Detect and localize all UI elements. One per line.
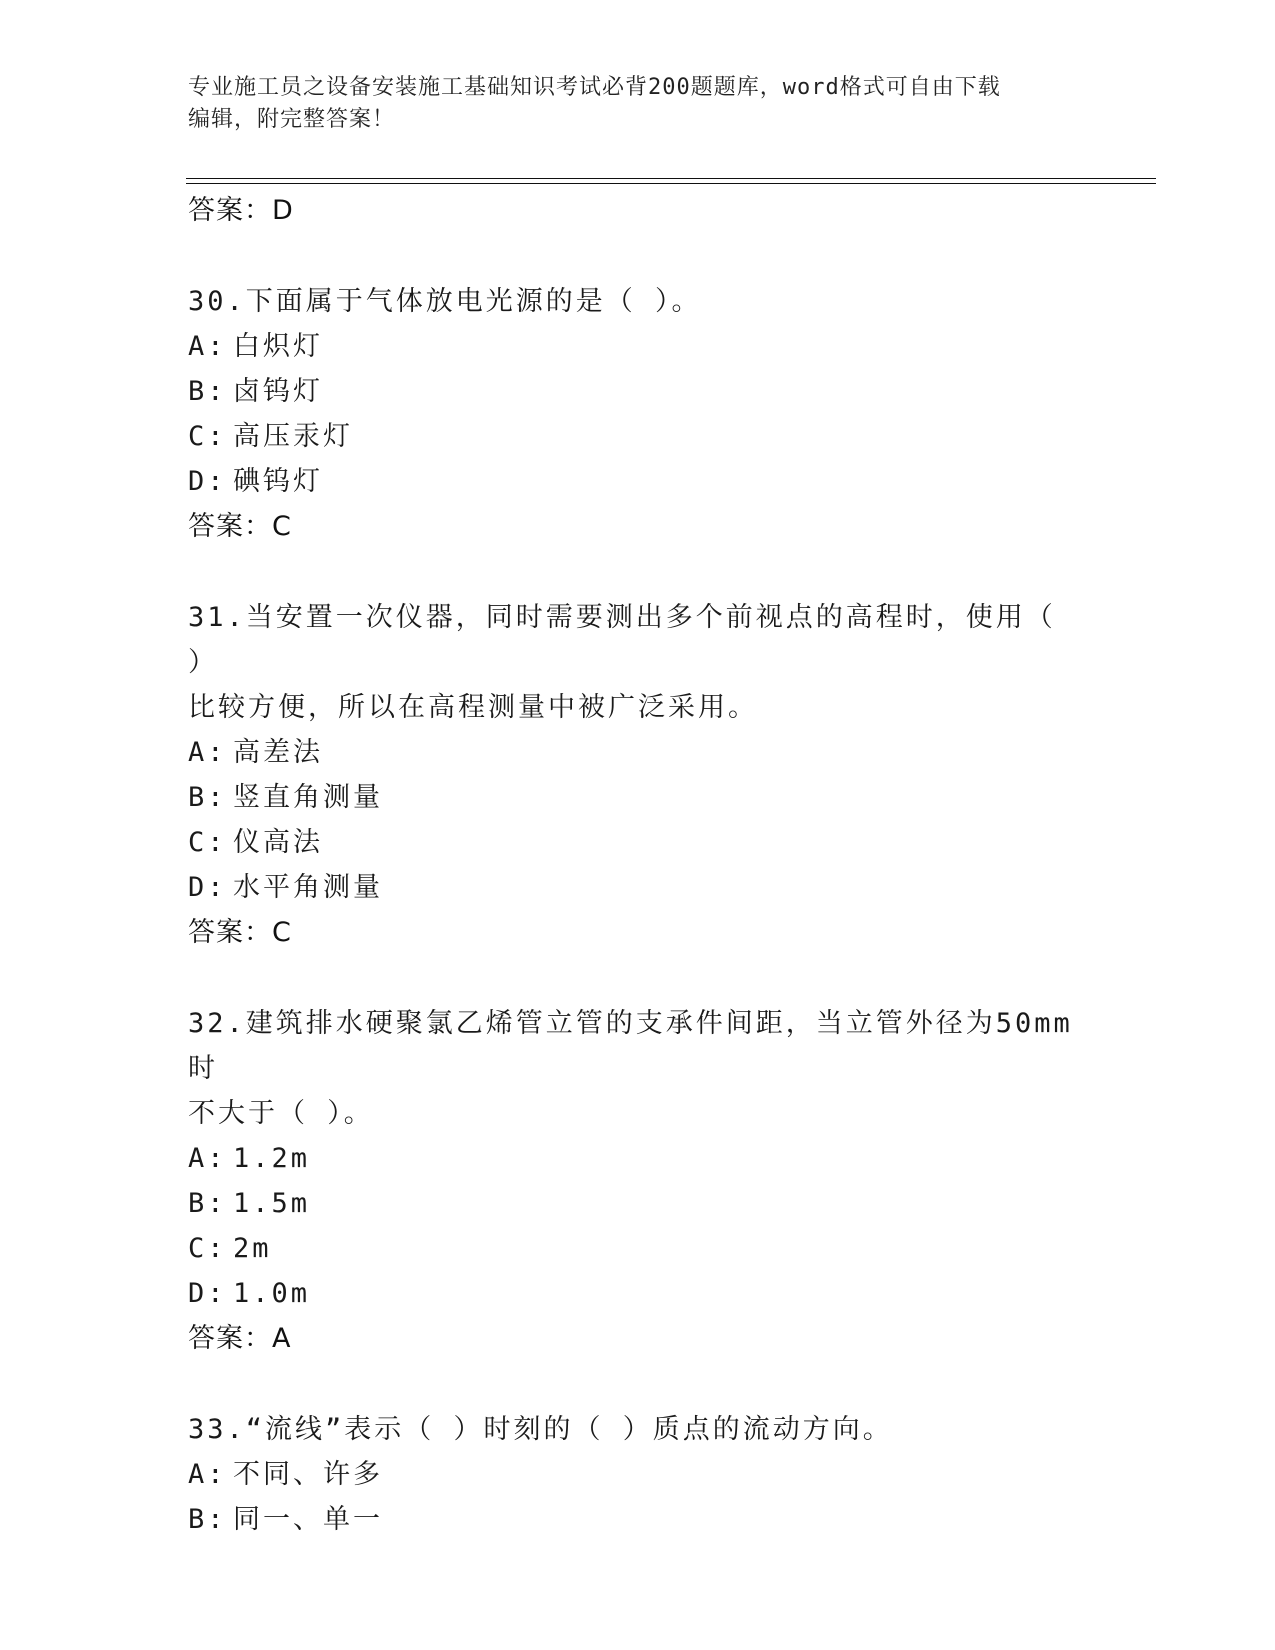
header-line-2: 编辑，附完整答案！ (188, 107, 396, 132)
answer-line: 答案：C (188, 917, 292, 948)
option-b: B: 1.5m (188, 1188, 311, 1219)
question-block (188, 1407, 1088, 1542)
question-block (188, 595, 1088, 955)
option-b: B: 竖直角测量 (188, 782, 383, 813)
question-text: 32.建筑排水硬聚氯乙烯管立管的支承件间距，当立管外径为50mm时 (188, 1008, 1073, 1084)
question-text: 31.当安置一次仪器，同时需要测出多个前视点的高程时，使用（ ） (188, 602, 1056, 678)
answer-line: 答案：D (188, 195, 294, 226)
question-text: 30.下面属于气体放电光源的是（ ）。 (188, 286, 702, 317)
question-text: 33.“流线”表示（ ）时刻的（ ）质点的流动方向。 (188, 1414, 893, 1445)
option-d: D: 碘钨灯 (188, 466, 323, 497)
option-c: C: 2m (188, 1233, 272, 1264)
answer-line: 答案：A (188, 1323, 292, 1354)
option-c: C: 高压汞灯 (188, 421, 353, 452)
option-a: A: 不同、许多 (188, 1459, 383, 1490)
option-c: C: 仪高法 (188, 827, 323, 858)
header-rule-top (186, 178, 1156, 179)
option-d: D: 1.0m (188, 1278, 311, 1309)
option-b: B: 同一、单一 (188, 1504, 383, 1535)
document-header (188, 72, 1088, 136)
question-text-cont: 不大于（ ）。 (188, 1098, 374, 1129)
question-text-cont: 比较方便，所以在高程测量中被广泛采用。 (188, 692, 758, 723)
question-block (188, 279, 1088, 549)
option-a: A: 1.2m (188, 1143, 311, 1174)
header-line-1: 专业施工员之设备安装施工基础知识考试必背200题题库，word格式可自由下载 (188, 75, 1001, 100)
option-a: A: 白炽灯 (188, 331, 323, 362)
header-rule-bottom (186, 183, 1156, 184)
option-a: A: 高差法 (188, 737, 323, 768)
option-b: B: 卤钨灯 (188, 376, 323, 407)
answer-line: 答案：C (188, 511, 292, 542)
question-list (188, 188, 1088, 1542)
option-d: D: 水平角测量 (188, 872, 383, 903)
question-block (188, 1001, 1088, 1361)
